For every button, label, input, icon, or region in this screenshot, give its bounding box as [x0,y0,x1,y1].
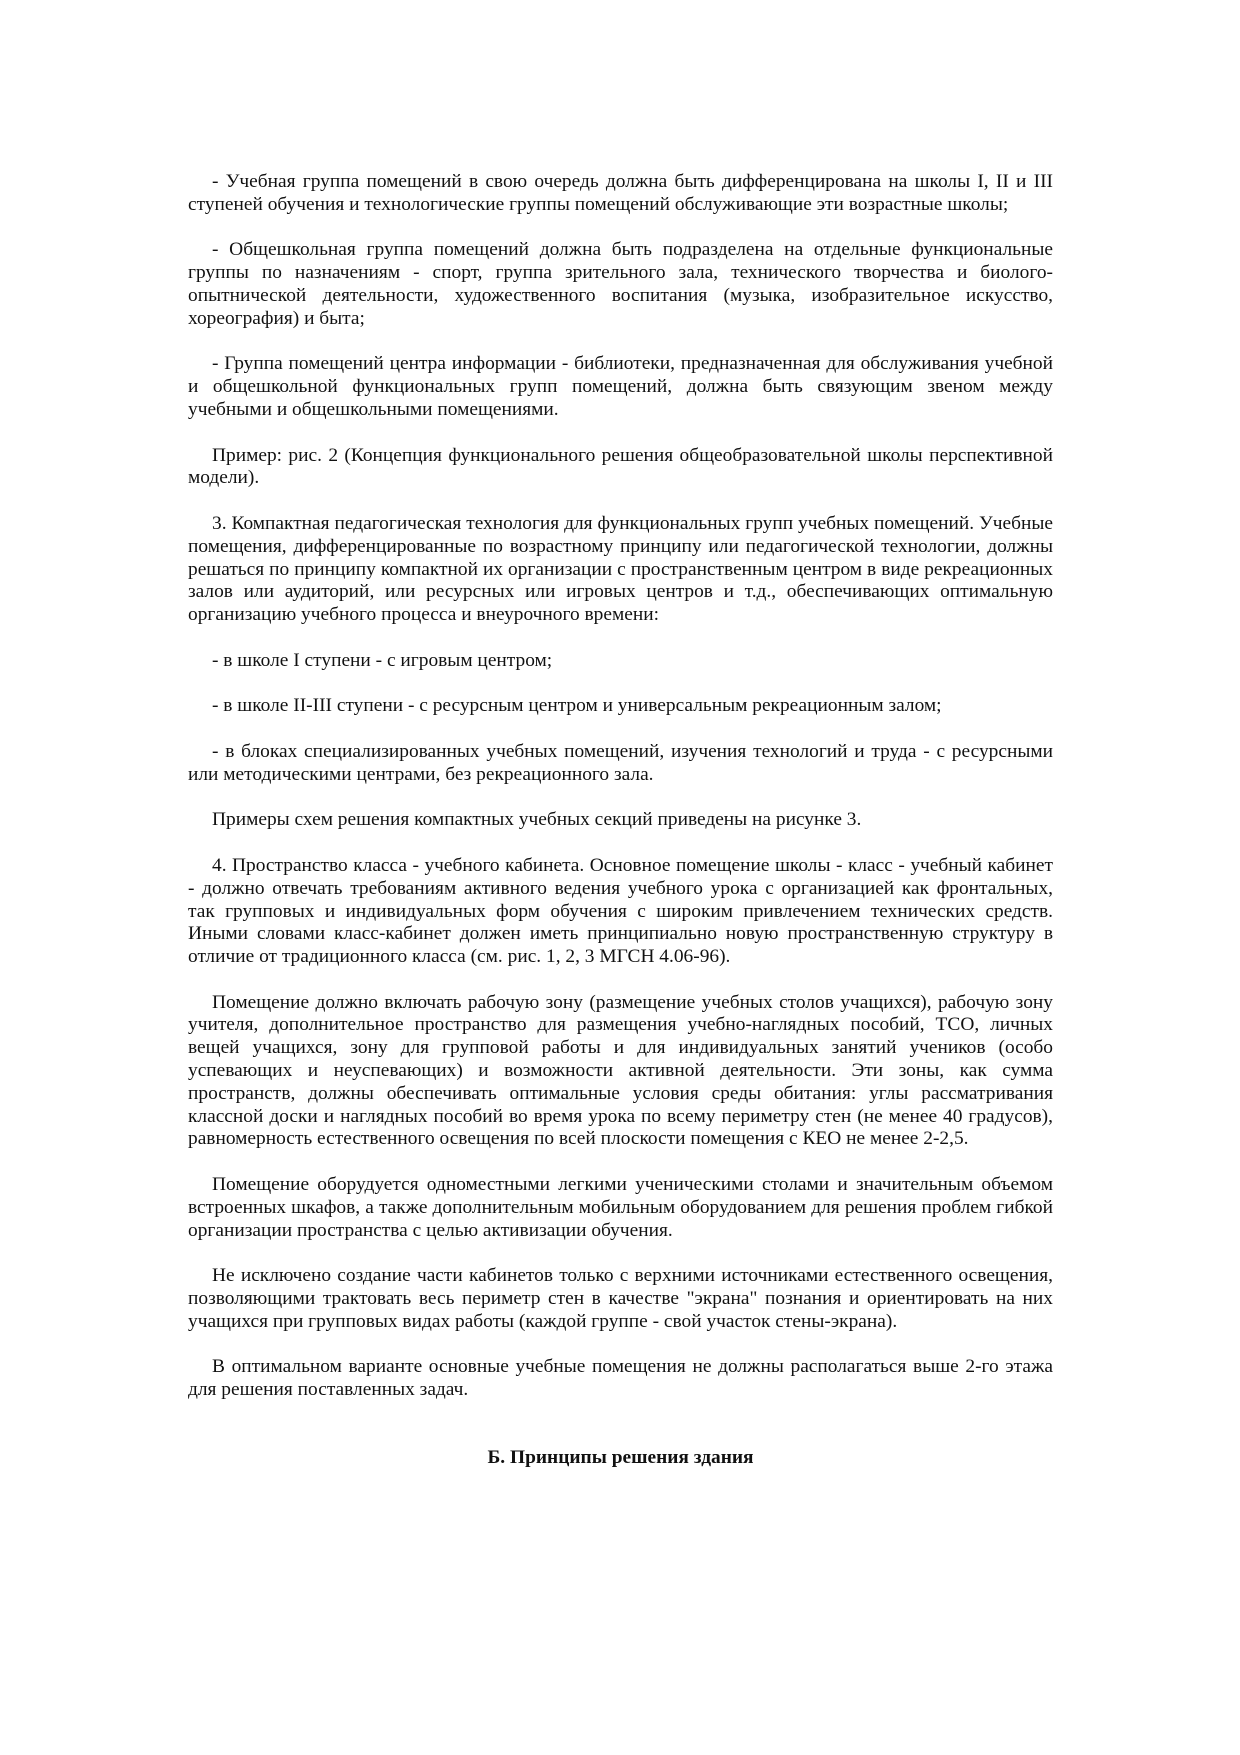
list-item: - в школе I ступени - с игровым центром; [212,649,553,671]
list-item: - в школе II-III ступени - с ресурсным центром и универсальным рекреационным залом; [212,695,942,717]
paragraph: Пример: рис. 2 (Концепция функционального решения общеобразовательной школы перспективной модели). [188,444,1053,489]
paragraph: 4. Пространство класса - учебного кабинета. Основное помещение школы - класс - учебный кабинет - должно отвечать требованиям активного ведения учебного урока с организацией как фронтальных, так групповых и индивидуальных форм обучения с широким привлечением технических средств. Иными словами класс-кабинет должен иметь принципиально новую пространственную структуру в отличие от традиционного класса (см. рис. 1, 2, 3 МГСН 4.06-96). [188,854,1053,968]
paragraph: Примеры схем решения компактных учебных секций приведены на рисунке 3. [212,809,862,831]
document-page [188,171,1053,1470]
list-item: - в блоках специализированных учебных помещений, изучения технологий и труда - с ресурсными или методическими центрами, без рекреационного зала. [188,740,1053,785]
paragraph: 3. Компактная педагогическая технология для функциональных групп учебных помещений. Учебные помещения, дифференцированные по возрастному принципу или педагогической технологии, должны решаться по принципу компактной их организации с пространственным центром в виде рекреационных залов или аудиторий, или ресурсных или игровых центров и т.д., обеспечивающих оптимальную организацию учебного процесса и внеурочного времени: [188,512,1053,626]
paragraph: Помещение должно включать рабочую зону (размещение учебных столов учащихся), рабочую зону учителя, дополнительное пространство для размещения учебно-наглядных пособий, ТСО, личных вещей учащихся, зону для групповой работы и для индивидуальных занятий учеников (особо успевающих и неуспевающих) и возможности активной деятельности. Эти зоны, как сумма пространств, должны обеспечивать оптимальные условия среды обитания: углы рассматривания классной доски и наглядных пособий во время урока по всему периметру стен (не менее 40 градусов), равномерность естественного освещения по всей плоскости помещения с КЕО не менее 2-2,5. [188,991,1053,1150]
paragraph: - Группа помещений центра информации - библиотеки, предназначенная для обслуживания учебной и общешкольной функциональных групп помещений, должна быть связующим звеном между учебными и общешкольными помещениями. [188,353,1053,420]
paragraph: - Общешкольная группа помещений должна быть подразделена на отдельные функциональные группы по назначениям - спорт, группа зрительного зала, технического творчества и биолого-опытнической деятельности, художественного воспитания (музыка, изобразительное искусство, хореография) и быта; [188,239,1053,329]
paragraph: - Учебная группа помещений в свою очередь должна быть дифференцирована на школы I, II и III ступеней обучения и технологические группы помещений обслуживающие эти возрастные школы; [188,171,1053,215]
paragraph: Помещение оборудуется одноместными легкими ученическими столами и значительным объемом встроенных шкафов, а также дополнительным мобильным оборудованием для решения проблем гибкой организации пространства с целью активизации обучения. [188,1174,1053,1241]
paragraph: Не исключено создание части кабинетов только с верхними источниками естественного освещения, позволяющими трактовать весь периметр стен в качестве "экрана" познания и ориентировать на них учащихся при групповых видах работы (каждой группе - свой участок стены-экрана). [188,1265,1053,1332]
paragraph: В оптимальном варианте основные учебные помещения не должны располагаться выше 2-го этажа для решения поставленных задач. [188,1356,1053,1401]
section-heading: Б. Принципы решения здания [487,1447,754,1469]
